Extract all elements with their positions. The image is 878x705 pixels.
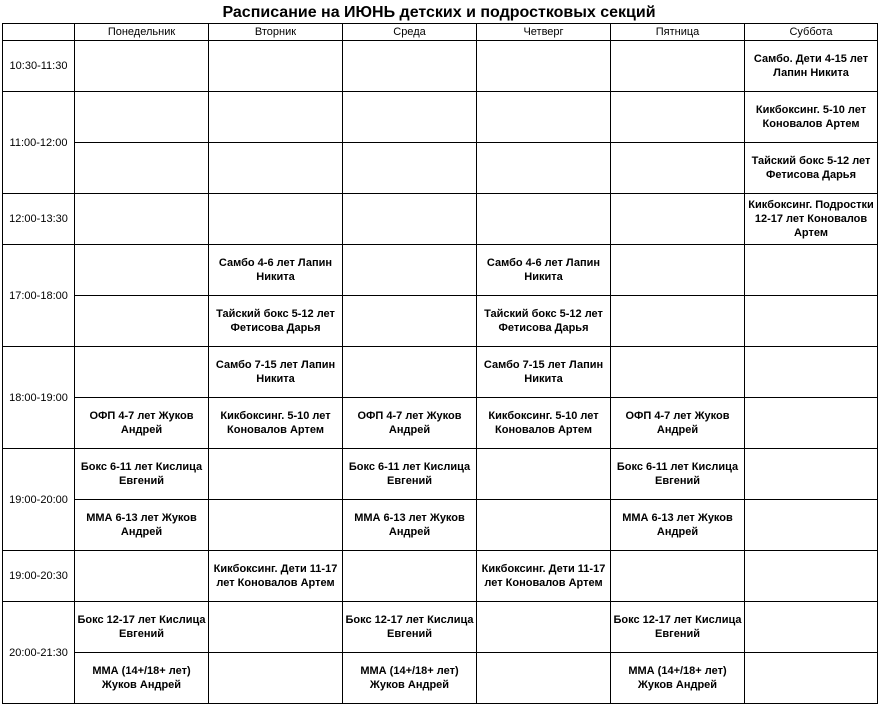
schedule-row: [3, 500, 878, 551]
class-cell: [745, 347, 878, 398]
class-cell: [209, 653, 343, 704]
schedule-row: [3, 41, 878, 92]
class-cell: [343, 245, 477, 296]
schedule-row: [3, 653, 878, 704]
day-header: Суббота: [745, 24, 878, 41]
schedule-row: [3, 551, 878, 602]
class-cell: [209, 143, 343, 194]
class-cell: [209, 92, 343, 143]
class-cell: [611, 92, 745, 143]
class-cell: [745, 449, 878, 500]
schedule-row: [3, 245, 878, 296]
class-cell: [611, 143, 745, 194]
class-cell: Самбо 7-15 лет Лапин Никита: [209, 347, 343, 398]
page-title: Расписание на ИЮНЬ детских и подростковых секций: [222, 4, 656, 21]
class-cell: Кикбоксинг. 5-10 лет Коновалов Артем: [477, 398, 611, 449]
schedule-row: [3, 347, 878, 398]
class-cell: Тайский бокс 5-12 лет Фетисова Дарья: [209, 296, 343, 347]
class-cell: Кикбоксинг. 5-10 лет Коновалов Артем: [745, 92, 878, 143]
class-cell: [477, 602, 611, 653]
class-cell: [745, 653, 878, 704]
day-header: Понедельник: [75, 24, 209, 41]
class-cell: Тайский бокс 5-12 лет Фетисова Дарья: [477, 296, 611, 347]
class-cell: [477, 449, 611, 500]
schedule-table: [2, 23, 878, 704]
class-cell: [477, 500, 611, 551]
class-cell: [209, 602, 343, 653]
class-cell: [477, 194, 611, 245]
class-cell: [209, 41, 343, 92]
class-cell: [75, 347, 209, 398]
class-cell: [745, 551, 878, 602]
schedule-row: [3, 92, 878, 143]
corner-cell: [3, 24, 75, 41]
class-cell: Бокс 12-17 лет Кислица Евгений: [75, 602, 209, 653]
class-cell: [75, 245, 209, 296]
class-cell: [477, 653, 611, 704]
class-cell: [343, 296, 477, 347]
class-cell: [75, 194, 209, 245]
class-cell: ОФП 4-7 лет Жуков Андрей: [611, 398, 745, 449]
class-cell: Кикбоксинг. Подростки 12-17 лет Коновалов Артем: [745, 194, 878, 245]
class-cell: [477, 41, 611, 92]
class-cell: [611, 194, 745, 245]
class-cell: ММА 6-13 лет Жуков Андрей: [75, 500, 209, 551]
class-cell: Бокс 6-11 лет Кислица Евгений: [343, 449, 477, 500]
class-cell: [75, 296, 209, 347]
time-slot-cell: 20:00-21:30: [3, 602, 75, 704]
class-cell: [343, 92, 477, 143]
class-cell: ММА (14+/18+ лет) Жуков Андрей: [343, 653, 477, 704]
class-cell: [343, 194, 477, 245]
class-cell: [477, 143, 611, 194]
class-cell: [75, 551, 209, 602]
class-cell: [343, 41, 477, 92]
class-cell: [209, 500, 343, 551]
day-header: Четверг: [477, 24, 611, 41]
schedule-row: [3, 449, 878, 500]
time-slot-cell: 10:30-11:30: [3, 41, 75, 92]
header-row: [3, 24, 878, 41]
class-cell: [477, 92, 611, 143]
day-header: Среда: [343, 24, 477, 41]
class-cell: ММА 6-13 лет Жуков Андрей: [611, 500, 745, 551]
class-cell: [611, 347, 745, 398]
class-cell: [745, 500, 878, 551]
class-cell: [75, 92, 209, 143]
class-cell: ОФП 4-7 лет Жуков Андрей: [75, 398, 209, 449]
class-cell: Самбо. Дети 4-15 лет Лапин Никита: [745, 41, 878, 92]
time-slot-cell: 11:00-12:00: [3, 92, 75, 194]
time-slot-cell: 17:00-18:00: [3, 245, 75, 347]
day-header: Вторник: [209, 24, 343, 41]
class-cell: ММА (14+/18+ лет) Жуков Андрей: [75, 653, 209, 704]
class-cell: ОФП 4-7 лет Жуков Андрей: [343, 398, 477, 449]
class-cell: Бокс 12-17 лет Кислица Евгений: [611, 602, 745, 653]
class-cell: [745, 602, 878, 653]
class-cell: [611, 245, 745, 296]
class-cell: [745, 296, 878, 347]
class-cell: ММА (14+/18+ лет) Жуков Андрей: [611, 653, 745, 704]
time-slot-cell: 12:00-13:30: [3, 194, 75, 245]
time-slot-cell: 18:00-19:00: [3, 347, 75, 449]
class-cell: Бокс 12-17 лет Кислица Евгений: [343, 602, 477, 653]
class-cell: [343, 347, 477, 398]
schedule-row: [3, 398, 878, 449]
class-cell: [209, 194, 343, 245]
class-cell: [745, 398, 878, 449]
class-cell: [75, 143, 209, 194]
class-cell: [209, 449, 343, 500]
day-header: Пятница: [611, 24, 745, 41]
class-cell: Кикбоксинг. 5-10 лет Коновалов Артем: [209, 398, 343, 449]
class-cell: [75, 41, 209, 92]
schedule-row: [3, 194, 878, 245]
class-cell: [611, 41, 745, 92]
schedule-row: [3, 296, 878, 347]
time-slot-cell: 19:00-20:00: [3, 449, 75, 551]
class-cell: Кикбоксинг. Дети 11-17 лет Коновалов Артем: [209, 551, 343, 602]
class-cell: Бокс 6-11 лет Кислица Евгений: [75, 449, 209, 500]
class-cell: [611, 296, 745, 347]
class-cell: [343, 143, 477, 194]
class-cell: Тайский бокс 5-12 лет Фетисова Дарья: [745, 143, 878, 194]
class-cell: [611, 551, 745, 602]
class-cell: [343, 551, 477, 602]
class-cell: Самбо 7-15 лет Лапин Никита: [477, 347, 611, 398]
class-cell: Бокс 6-11 лет Кислица Евгений: [611, 449, 745, 500]
class-cell: [745, 245, 878, 296]
schedule-row: [3, 143, 878, 194]
class-cell: ММА 6-13 лет Жуков Андрей: [343, 500, 477, 551]
class-cell: Самбо 4-6 лет Лапин Никита: [209, 245, 343, 296]
schedule-row: [3, 602, 878, 653]
class-cell: Кикбоксинг. Дети 11-17 лет Коновалов Артем: [477, 551, 611, 602]
class-cell: Самбо 4-6 лет Лапин Никита: [477, 245, 611, 296]
time-slot-cell: 19:00-20:30: [3, 551, 75, 602]
